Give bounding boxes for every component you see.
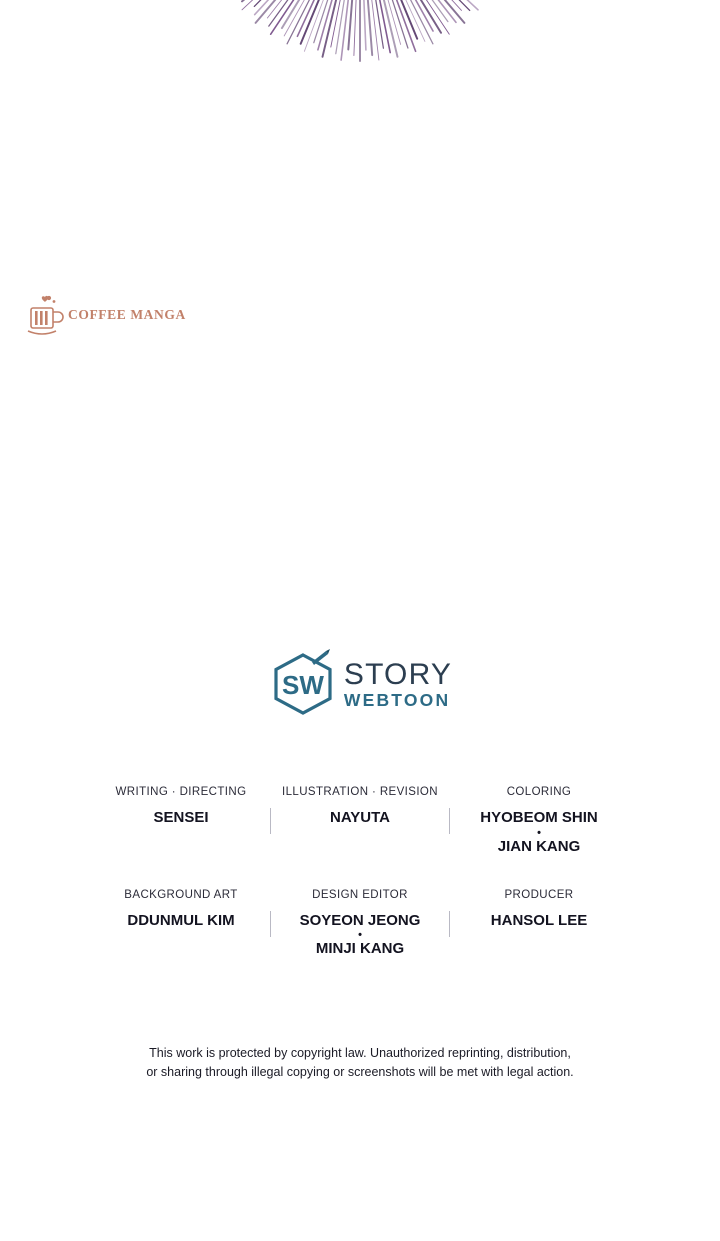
credit-names <box>450 810 628 855</box>
coffee-manga-watermark <box>18 286 208 344</box>
copyright-line-2: or sharing through illegal copying or screenshots will be met with legal action. <box>146 1065 574 1080</box>
copyright-notice <box>0 1044 720 1083</box>
sw-hexagon-icon <box>268 648 338 720</box>
credit-name: SENSEI <box>153 809 209 826</box>
radial-burst-decoration <box>0 0 720 92</box>
credit-names <box>450 913 628 929</box>
credit-names <box>271 810 449 826</box>
credit-design-editor <box>271 889 449 958</box>
credit-role-label: DESIGN EDITOR <box>312 888 408 901</box>
credits-row <box>0 786 720 855</box>
credit-role-label: WRITING · DIRECTING <box>115 786 247 798</box>
credit-illustration-revision <box>271 786 449 826</box>
credit-name: NAYUTA <box>329 809 390 826</box>
credit-role-label: PRODUCER <box>504 888 574 901</box>
credit-name: JIAN KANG <box>497 837 581 855</box>
credit-role-label: COLORING <box>506 786 572 798</box>
svg-text:SW: SW <box>281 670 324 700</box>
story-webtoon-logo <box>0 648 720 720</box>
credit-name: HANSOL LEE <box>490 911 588 929</box>
credit-names <box>271 913 449 958</box>
credit-names <box>92 810 270 826</box>
copyright-line-1: This work is protected by copyright law. Unauthorized reprinting, distribution, <box>149 1046 571 1060</box>
credit-writing-directing <box>92 786 270 826</box>
credit-separator-dot: • <box>358 929 362 942</box>
credit-role-label: BACKGROUND ART <box>124 888 238 901</box>
coffee-cup-icon <box>18 289 70 341</box>
coffee-manga-label: COFFEE MANGA <box>68 307 186 322</box>
credits-section <box>0 786 720 957</box>
credit-names <box>92 913 270 929</box>
credit-background-art <box>92 889 270 929</box>
credits-row <box>0 889 720 958</box>
credit-name: MINJI KANG <box>315 940 405 958</box>
logo-text-story: STORY <box>343 658 453 692</box>
credit-coloring <box>450 786 628 855</box>
credit-producer <box>450 889 628 929</box>
credit-name: SOYEON JEONG <box>299 911 421 929</box>
credit-name: DDUNMUL KIM <box>127 911 235 929</box>
logo-text-webtoon: WEBTOON <box>343 690 451 711</box>
credit-role-label: ILLUSTRATION · REVISION <box>282 786 438 798</box>
credit-separator-dot: • <box>537 826 541 839</box>
credit-name: HYOBEOM SHIN <box>480 809 598 826</box>
